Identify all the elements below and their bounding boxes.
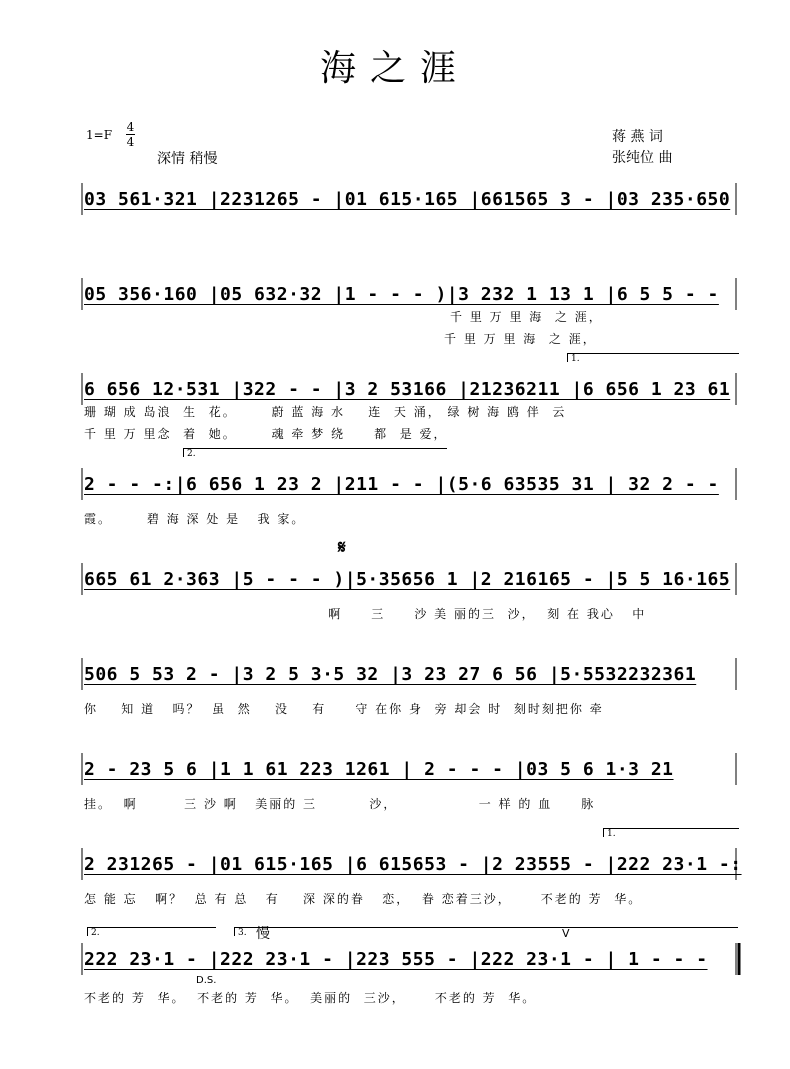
lyricist-credit: 蒋 燕 词	[612, 129, 663, 145]
time-signature-bottom: 4	[126, 135, 135, 149]
notation-line: 665 61 2·363 |5 - - - )|5·35656 1 |2 216165 - |5 5 16·165	[84, 569, 731, 590]
time-signature	[126, 120, 135, 149]
notation-line: 03 561·321 |2231265 - |01 615·165 |661565 3 - |03 235·650	[84, 189, 731, 210]
score-row-2	[0, 270, 790, 380]
lyric-line-1: 千 里 万 里 海 之 涯，	[450, 310, 603, 324]
score-row-4	[0, 449, 790, 570]
score-row-6	[0, 650, 790, 760]
lyric-line-1: 你 知 道 吗？ 虽 然 没 有 守 在你 身 旁 却会 时 刻时刻把你 牵	[84, 702, 604, 716]
lyric-line-1: 不老的 芳 华。 不老的 芳 华。 美丽的 三沙， 不老的 芳 华。	[84, 991, 537, 1005]
notation-line: 05 356·160 |05 632·32 |1 - - - )|3 232 1 13 1 |6 5 5 - -	[84, 284, 719, 305]
lyric-line-1: 霞。 碧 海 深 处 是 我 家。	[84, 512, 306, 526]
score-row-7	[0, 745, 790, 855]
composer-credit: 张纯位 曲	[612, 150, 673, 166]
volta-1: 1.	[567, 353, 739, 362]
key-signature: 1=F	[86, 128, 113, 142]
lyric-line-1: 珊 瑚 成 岛浪 生 花。 蔚 蓝 海 水 连 天 涌， 绿 树 海 鸥 伴 云	[84, 405, 567, 419]
slow-marking: 慢	[256, 926, 270, 942]
breath-mark: V	[562, 927, 570, 940]
score-row-3	[0, 354, 790, 475]
notation-line: 506 5 53 2 - |3 2 5 3·5 32 |3 23 27 6 56 |5·5532232361	[84, 664, 697, 685]
score-row-9	[0, 926, 790, 1045]
song-title: 海之涯	[319, 48, 470, 89]
notation-line: 222 23·1 - |222 23·1 - |223 555 - |222 23·1 - | 1 - - -	[84, 949, 708, 970]
lyric-line-2: 千 里 万 里 海 之 涯，	[444, 332, 597, 346]
time-signature-top: 4	[126, 120, 135, 134]
credits	[612, 127, 672, 169]
notation-line: 6 656 12·531 |322 - - |3 2 53166 |21236211 |6 656 1 23 61	[84, 379, 731, 400]
dal-segno-mark: D.S.	[196, 975, 217, 986]
tempo-marking: 深情 稍慢	[157, 151, 218, 167]
lyric-line-1: 啊 三 沙 美 丽的三 沙， 刻 在 我心 中	[84, 607, 647, 621]
volta-2: 2.	[183, 448, 447, 457]
notation-line: 2 - 23 5 6 |1 1 61 223 1261 | 2 - - - |03 5 6 1·3 21	[84, 759, 674, 780]
score-row-1	[0, 175, 790, 285]
lyric-line-1: 怎 能 忘 啊？ 总 有 总 有 深 深的眷 恋， 眷 恋着三沙， 不老的 芳 华。	[84, 892, 643, 906]
score-row-5	[0, 537, 790, 665]
lyric-line-2: 千 里 万 里念 着 她。 魂 牵 梦 绕 都 是 爱，	[84, 427, 448, 441]
lyric-line-1: 挂。 啊 三 沙 啊 美丽的 三 沙， 一 样 的 血 脉	[84, 797, 596, 811]
volta-3-ending: 3.	[234, 927, 738, 936]
volta-2-ending: 2.	[87, 927, 216, 936]
segno-sign: 𝄋	[338, 537, 346, 558]
notation-line: 2 - - -:|6 656 1 23 2 |211 - - |(5·6 63535 31 | 32 2 - -	[84, 474, 719, 495]
notation-line: 2 231265 - |01 615·165 |6 615653 - |2 23555 - |222 23·1 -:	[84, 854, 742, 875]
volta-1-ending: 1.	[603, 828, 739, 837]
